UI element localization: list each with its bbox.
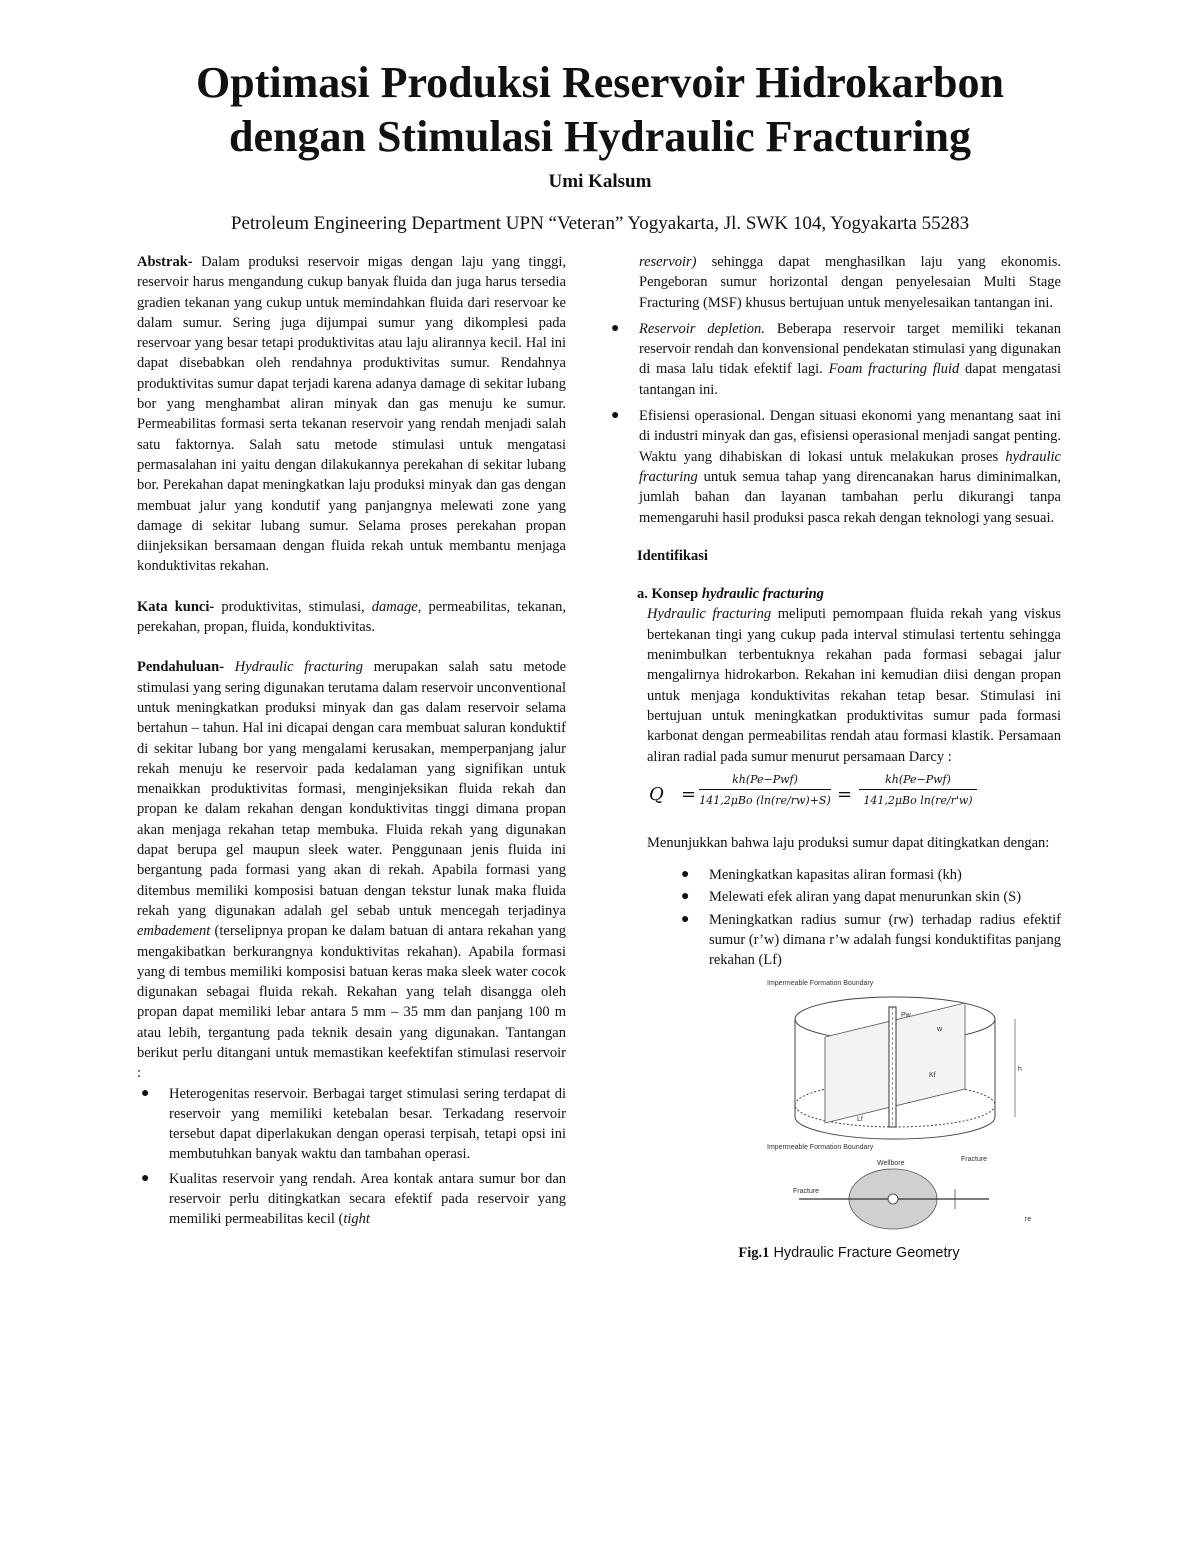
pw-label: Pw	[901, 1011, 911, 1019]
cont-text: sehingga dapat menghasilkan laju yang ekonomis. Pengeboran sumur horizontal dengan penyelesaian Multi Stage Fracturing (MSF) khusus bertujuan untuk menyelesaikan tantangan ini.	[639, 254, 1061, 311]
bullet3-italic: hydraulic fracturing	[639, 448, 1061, 485]
left-column	[137, 252, 566, 1234]
right-column	[611, 252, 1061, 1263]
figure-caption	[637, 1243, 1061, 1263]
intro-text-1: merupakan salah satu metode stimulasi yang sering digunakan terutama dalam reservoir unconventional untuk meningkatkan produksi minyak dan gas dalam reservoir selama bertahun – tahun. Hal ini dicapai dengan cara membuat saluran konduktif di sekitar lubang bor yang mengalami kerusakan, memperpanjang jalur rekah menuju ke reservoir pada kedalaman yang signifikan untuk menaikkan produktivitas formasi, menginjeksikan fluida rekah dan propan ke dalam rekahan dengan konduktivitas tinggi dimana propan akan menjaga rekahan tetap membuka. Fluida rekah yang digunakan dapat berupa gel maupun sleek water. Penggunaan jenis fluida ini bergantung pada formasi yang akan di rekah. Apabila formasi yang ditembus memiliki komposisi batuan dengan tekstur lunak maka fluida rekah yang digunakan adalah gel sebab untuk mencegah terjadinya	[137, 659, 567, 919]
bullet-icon: ●	[681, 911, 690, 927]
author-name: Umi Kalsum	[548, 171, 652, 192]
list-item	[607, 406, 1061, 528]
concept-text: meliputi pemompaan fluida rekah yang viskus bertekanan tingi yang cukup pada interval stimulasi tertentu sehingga menimbulkan terbentuknya rekahan pada formasi sebagai jalur mengalirnya hidrokarbon. Rekahan ini kemudian diisi dengan propan untuk menjaga konduktivitas rekahan tetap besar. Stimulasi ini bertujuan untuk meningkatkan produktivitas sumur pada formasi karbonat dengan permeabilitas rendah atau formasi klastik. Persamaan aliran radial pada sumur menurut persamaan Darcy :	[647, 606, 1061, 765]
list-item	[137, 1169, 566, 1230]
h-label: h	[1018, 1065, 1022, 1073]
challenge-tail-italic: tight	[343, 1211, 370, 1228]
challenge-lead: Heterogenitas reservoir.	[169, 1085, 309, 1102]
title-line-1: Optimasi Produksi Reservoir Hidrokarbon	[196, 58, 1004, 107]
bullet-icon: ●	[141, 1170, 150, 1186]
fracture-geometry-figure	[765, 977, 1055, 1239]
keywords-label: Kata kunci-	[137, 598, 215, 615]
intro-text-2: (terselipnya propan ke dalam batuan di antara rekahan yang mengakibatkan berkurangnya konduktivitas rekahan). Apabila formasi yang di tembus memiliki komposisi batuan keras maka sleek water cocok digunakan sebagai fluida rekah. Rekahan yang telah disangga oleh propan dapat memiliki lebar antara 5 mm – 35 mm dan panjang 100 m atau lebih, tergantung pada teknik desain yang digunakan. Tantangan berikut perlu ditangani untuk memastikan keefektifan stimulasi reservoir :	[137, 923, 566, 1082]
keywords-text-1: produktivitas, stimulasi,	[214, 598, 372, 615]
sub-heading-italic: hydraulic fracturing	[701, 586, 824, 603]
bullet2-text-2: dapat mengatasi tantangan ini.	[639, 361, 1061, 398]
re-label: re	[1025, 1215, 1032, 1223]
concept-paragraph	[637, 604, 1061, 766]
concept-italic: Hydraulic fracturing	[647, 606, 772, 623]
wellbore-label: Wellbore	[877, 1159, 905, 1167]
list-item-text: Meningkatkan kapasitas aliran formasi (kh)	[709, 867, 962, 884]
formula-denominator-1: 141,2μBo (ln(re/rw)+S)	[699, 793, 831, 807]
bottom-boundary-label: Impermeable Formation Boundary	[767, 1143, 874, 1151]
abstract-text: Dalam produksi reservoir migas dengan laju yang tinggi, reservoir harus mengandung cukup banyak fluida dan juga harus tersedia gradien tekanan yang cukup untuk memindahkan fluida dari reservoar ke dalam sumur. Sering juga dijumpai sumur yang dikomplesi pada reservoar yang besar tetapi produktivitas atau laju alirannya kecil. Hal ini dapat disebabkan oleh rendahnya produktivitas sumur. Rendahnya produktivitas sumur dapat terjadi karena adanya damage di sekitar lubang bor yang menghambat aliran minyak dan gas menuju ke sumur. Permeabilitas formasi serta tekanan reservoir yang rendah menjadi salah satu faktornya. Salah satu metode stimulasi untuk mengatasi permasalahan ini yaitu dengan dilakukannya perekahan di sekitar lubang bor. Perekahan dapat meningkatkan laju produksi minyak dan gas dengan membuat jalur yang kondutif yang panjangnya melewati zone yang damage di sekitar lubang sumur. Selama proses perekahan propan diinjeksikan bersamaan dengan fluida rekah untuk membantu menjaga konduktivitas rekahan.	[137, 254, 566, 575]
challenge-lead: Kualitas reservoir yang rendah.	[169, 1170, 356, 1187]
bullet-icon: ●	[681, 867, 690, 883]
bullet-icon: ●	[681, 889, 690, 905]
title-line-2: dengan Stimulasi Hydraulic Fracturing	[229, 112, 971, 161]
fracture-left-label: Fracture	[793, 1187, 820, 1195]
abstract-label: Abstrak-	[137, 254, 193, 270]
challenge-text: Berbagai target stimulasi sering terdapat di reservoir yang memiliki ketebalan besar. Terkadang reservoir tersebut dapat diperlakukan dengan operasi terpisah, tetapi opsi ini membutuhkan banyak waktu dan tambahan operasi.	[169, 1085, 566, 1163]
keywords	[137, 597, 566, 638]
bullet3-text-2: untuk semua tahap yang direncanakan harus diminimalkan, jumlah bahan dan layanan tambahan perlu dikurangi tanpa memengaruhi hasil produksi pasca rekah dengan teknologi yang sesuai.	[639, 468, 1061, 526]
intro-label: Pendahuluan-	[137, 659, 225, 676]
bullet3-text: Efisiensi operasional. Dengan situasi ekonomi yang menantang saat ini di industri minyak dan gas, efisiensi operasional menjadi sangat penting. Waktu yang dihabiskan di lokasi untuk melakukan proses	[639, 408, 1061, 465]
fracture-geometry-diagram	[765, 977, 1055, 1239]
formula-equals-2: =	[837, 783, 853, 805]
section-heading: Identifikasi	[637, 547, 708, 564]
figure-caption-text: Hydraulic Fracture Geometry	[769, 1244, 960, 1261]
formula-numerator-1: kh(Pe−Pwf)	[699, 773, 831, 790]
bullet2-lead: Reservoir depletion.	[639, 320, 765, 337]
kf-label: Kf	[929, 1071, 936, 1079]
list-item-text: Meningkatkan radius sumur (rw) terhadap radius efektif sumur (r’w) dimana r’w adalah fungsi konduktifitas panjang rekahan (Lf)	[709, 911, 1061, 969]
affiliation: Petroleum Engineering Department UPN “Veteran” Yogyakarta, Jl. SWK 104, Yogyakarta 55283	[230, 213, 970, 234]
lf-label: Lf	[857, 1115, 863, 1123]
formula-fraction-1	[699, 773, 831, 808]
bullet2-text: Beberapa reservoir target memiliki tekanan reservoir rendah dan konvensional pendekatan stimulasi yang digunakan di masa lalu tidak efektif lagi.	[639, 320, 1061, 378]
darcy-equation	[637, 773, 1061, 819]
list-item	[637, 865, 1061, 885]
formula-denominator-2: 141,2μBo ln(re/r'w)	[863, 793, 973, 807]
keywords-italic: damage	[371, 598, 418, 615]
after-formula-text: Menunjukkan bahwa laju produksi sumur dapat ditingkatkan dengan:	[647, 834, 1050, 851]
figure-label: Fig.1	[738, 1244, 770, 1261]
keywords-text-2: , permeabilitas, tekanan, perekahan, propan, fluida, konduktivitas.	[137, 598, 567, 636]
intro-italic-emb: embadement	[137, 923, 211, 940]
sub-heading-prefix: a. Konsep	[637, 586, 702, 603]
formula-numerator-2: kh(Pe−Pwf)	[859, 773, 977, 790]
bullet-icon: ●	[141, 1085, 150, 1101]
cont-italic: reservoir)	[639, 254, 697, 270]
paper-title	[0, 56, 1200, 164]
bullet2-italic: Foam fracturing fluid	[828, 361, 960, 378]
list-item	[607, 252, 1061, 313]
plan-wellbore	[888, 1194, 898, 1204]
fracture-label: Fracture	[961, 1155, 988, 1163]
abstract	[137, 252, 566, 577]
list-item	[637, 887, 1061, 907]
bullet-icon: ●	[611, 320, 620, 336]
challenges-list-continued	[607, 252, 1061, 528]
top-boundary-label: Impermeable Formation Boundary	[767, 979, 874, 987]
sub-heading	[637, 584, 1061, 604]
list-item-text: Melewati efek aliran yang dapat menurunkan skin (S)	[709, 889, 1022, 906]
list-item	[137, 1084, 566, 1165]
challenges-list	[137, 1084, 566, 1230]
bullet-icon: ●	[611, 408, 620, 424]
w-label: w	[937, 1025, 943, 1033]
formula-fraction-2	[859, 773, 977, 808]
intro-italic-hf: Hydraulic fracturing	[234, 659, 364, 676]
challenge-text: Area kontak antara sumur bor dan reservoir perlu ditingkatkan secara efektif pada reservoir yang memiliki permeabilitas kecil (	[169, 1170, 566, 1228]
improvement-list	[637, 865, 1061, 970]
list-item	[607, 319, 1061, 400]
formula-lhs: Q	[649, 783, 664, 805]
list-item	[637, 910, 1061, 971]
formula-equals-1: =	[681, 783, 697, 805]
introduction	[137, 657, 566, 1083]
